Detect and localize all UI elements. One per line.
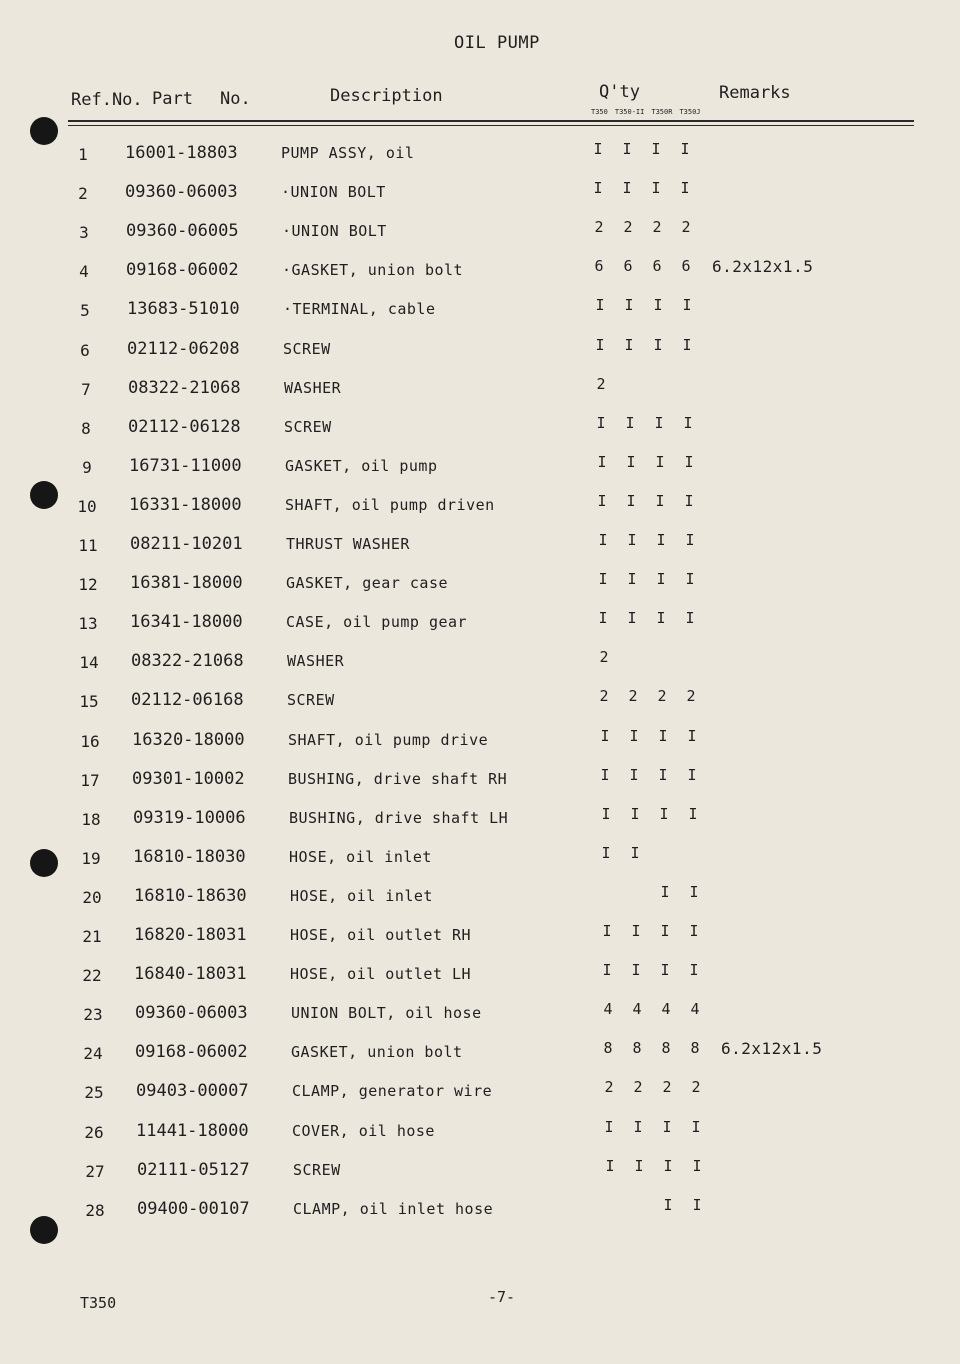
ref-number: 19 [81,849,101,868]
ref-number: 2 [78,184,88,203]
part-number: 16810-18030 [133,847,246,867]
model-columns [591,108,701,116]
quantity: I [627,570,637,588]
table-row [0,336,960,369]
quantity: I [596,414,606,432]
part-description: ·TERMINAL, cable [283,300,436,318]
quantity: I [633,1118,643,1136]
ref-number: 28 [85,1201,105,1220]
ref-number: 5 [80,301,90,320]
quantity: I [624,336,634,354]
quantity: I [598,609,608,627]
part-description: COVER, oil hose [292,1122,435,1140]
quantity: I [680,179,690,197]
quantity: I [622,179,632,197]
quantity: I [602,922,612,940]
part-description: ·UNION BOLT [282,222,387,240]
table-row [0,609,960,642]
quantity: I [651,140,661,158]
ref-number: 7 [81,380,91,399]
ref-number: 12 [78,575,98,594]
part-description: WASHER [287,652,345,670]
quantity: I [598,570,608,588]
quantity: 2 [596,375,606,393]
part-description: SCREW [293,1161,341,1179]
table-row [0,805,960,838]
part-description: GASKET, oil pump [285,457,438,475]
part-number: 02112-06128 [128,417,241,437]
ref-number: 8 [81,419,91,438]
quantity: I [656,609,666,627]
table-row [0,1039,960,1072]
table-row [0,414,960,447]
quantity: I [631,922,641,940]
part-number: 16320-18000 [132,730,245,750]
quantity: I [689,883,699,901]
table-row [0,570,960,603]
quantity: I [689,922,699,940]
part-number: 08211-10201 [130,534,243,554]
part-number: 09168-06002 [135,1042,248,1062]
ref-number: 3 [79,223,89,242]
quantity: I [654,414,664,432]
header-remarks: Remarks [719,83,791,103]
part-number: 16731-11000 [129,456,242,476]
quantity: I [658,727,668,745]
part-description: SHAFT, oil pump drive [288,731,489,749]
quantity: I [630,805,640,823]
quantity: I [660,883,670,901]
table-row [0,922,960,955]
quantity: I [598,531,608,549]
table-row [0,531,960,564]
quantity: I [660,961,670,979]
table-row [0,766,960,799]
quantity: I [688,805,698,823]
part-number: 16820-18031 [134,925,247,945]
quantity: 8 [690,1039,700,1057]
quantity: I [662,1118,672,1136]
part-number: 08322-21068 [128,378,241,398]
ref-number: 27 [85,1162,105,1181]
ref-number: 1 [78,145,88,164]
quantity: I [687,766,697,784]
quantity: 2 [662,1078,672,1096]
part-description: SHAFT, oil pump driven [285,496,495,514]
part-description: HOSE, oil inlet [290,887,433,905]
quantity: 2 [657,687,667,705]
ref-number: 14 [79,653,99,672]
table-row [0,1118,960,1151]
quantity: I [653,336,663,354]
part-number: 16840-18031 [134,964,247,984]
quantity: I [658,766,668,784]
quantity: 4 [690,1000,700,1018]
part-number: 09360-06005 [126,221,239,241]
table-row [0,727,960,760]
quantity: I [663,1157,673,1175]
part-description: CLAMP, oil inlet hose [293,1200,494,1218]
part-description: GASKET, union bolt [291,1043,463,1061]
part-description: HOSE, oil inlet [289,848,432,866]
ref-number: 10 [77,497,97,516]
part-description: HOSE, oil outlet RH [290,926,472,944]
quantity: 4 [632,1000,642,1018]
quantity: I [600,727,610,745]
ref-number: 17 [80,771,100,790]
quantity: 2 [628,687,638,705]
quantity: I [663,1196,673,1214]
footer-model: T350 [80,1294,117,1312]
quantity: I [601,844,611,862]
part-number: 09301-10002 [132,769,245,789]
ref-number: 22 [82,966,102,985]
part-number: 13683-51010 [127,299,240,319]
quantity: I [627,531,637,549]
part-description: WASHER [284,379,342,397]
part-number: 16810-18630 [134,886,247,906]
quantity: I [683,414,693,432]
part-number: 16331-18000 [129,495,242,515]
binder-hole [30,117,58,145]
quantity: I [685,609,695,627]
quantity: 4 [661,1000,671,1018]
part-description: SCREW [284,418,332,436]
quantity: 2 [599,687,609,705]
header-description: Description [330,86,443,106]
table-row [0,1157,960,1190]
part-description: BUSHING, drive shaft LH [289,809,509,827]
table-row [0,687,960,720]
quantity: I [626,492,636,510]
quantity: 8 [603,1039,613,1057]
quantity: I [597,492,607,510]
part-description: THRUST WASHER [286,535,410,553]
model-label: T350-II [614,108,645,116]
table-row [0,1196,960,1229]
ref-number: 25 [84,1083,104,1102]
quantity: 8 [661,1039,671,1057]
table-row [0,492,960,525]
table-row [0,648,960,681]
quantity: I [605,1157,615,1175]
header-rule [68,125,914,126]
part-description: PUMP ASSY, oil [281,144,415,162]
page-title: OIL PUMP [454,33,540,53]
quantity: I [692,1196,702,1214]
part-description: SCREW [283,340,331,358]
quantity: I [687,727,697,745]
quantity: I [595,296,605,314]
page-number: -7- [488,1288,516,1306]
quantity: I [682,336,692,354]
quantity: I [659,805,669,823]
quantity: I [602,961,612,979]
quantity: I [692,1157,702,1175]
table-row [0,375,960,408]
part-description: CASE, oil pump gear [286,613,468,631]
table-row [0,296,960,329]
part-description: CLAMP, generator wire [292,1082,493,1100]
quantity: 6 [594,257,604,275]
quantity: 2 [652,218,662,236]
ref-number: 21 [82,927,102,946]
quantity: 2 [681,218,691,236]
part-number: 09168-06002 [126,260,239,280]
part-number: 11441-18000 [136,1121,249,1141]
quantity: I [593,140,603,158]
ref-number: 24 [83,1044,103,1063]
quantity: 2 [691,1078,701,1096]
quantity: 2 [594,218,604,236]
quantity: I [689,961,699,979]
ref-number: 15 [79,692,99,711]
ref-number: 26 [84,1123,104,1142]
quantity: I [660,922,670,940]
part-description: HOSE, oil outlet LH [290,965,472,983]
model-label: T350 [591,108,608,116]
ref-number: 16 [80,732,100,751]
quantity: 6 [681,257,691,275]
quantity: I [656,570,666,588]
quantity: 6 [623,257,633,275]
part-description: BUSHING, drive shaft RH [288,770,508,788]
quantity: I [653,296,663,314]
part-number: 16381-18000 [130,573,243,593]
part-number: 09319-10006 [133,808,246,828]
table-row [0,1000,960,1033]
table-row [0,844,960,877]
part-number: 16341-18000 [130,612,243,632]
quantity: 4 [603,1000,613,1018]
quantity: I [656,531,666,549]
remarks: 6.2x12x1.5 [721,1039,823,1058]
quantity: I [631,961,641,979]
part-number: 02111-05127 [137,1160,250,1180]
part-description: ·UNION BOLT [281,183,386,201]
remarks: 6.2x12x1.5 [712,257,814,276]
quantity: I [600,766,610,784]
quantity: I [680,140,690,158]
quantity: I [684,453,694,471]
part-description: GASKET, gear case [286,574,449,592]
part-number: 02112-06208 [127,339,240,359]
quantity: 6 [652,257,662,275]
part-number: 09400-00107 [137,1199,250,1219]
table-row [0,257,960,290]
quantity: I [630,844,640,862]
quantity: I [629,727,639,745]
model-label: T350R [651,108,673,116]
part-number: 09403-00007 [136,1081,249,1101]
quantity: I [655,453,665,471]
quantity: I [655,492,665,510]
quantity: I [685,570,695,588]
ref-number: 6 [80,341,90,360]
table-row [0,883,960,916]
quantity: 2 [599,648,609,666]
header-part: Part [152,89,193,109]
quantity: I [624,296,634,314]
part-number: 09360-06003 [135,1003,248,1023]
quantity: I [684,492,694,510]
table-row [0,140,960,173]
quantity: I [627,609,637,627]
table-row [0,179,960,212]
ref-number: 20 [82,888,102,907]
part-description: ·GASKET, union bolt [282,261,464,279]
part-description: SCREW [287,691,335,709]
model-label: T350J [679,108,701,116]
quantity: I [651,179,661,197]
table-row [0,453,960,486]
part-number: 16001-18803 [125,143,238,163]
part-number: 02112-06168 [131,690,244,710]
ref-number: 13 [78,614,98,633]
quantity: I [597,453,607,471]
part-description: UNION BOLT, oil hose [291,1004,482,1022]
quantity: 2 [604,1078,614,1096]
quantity: I [595,336,605,354]
ref-number: 18 [81,810,101,829]
quantity: I [622,140,632,158]
ref-number: 9 [82,458,92,477]
header-rule [68,120,914,122]
quantity: I [625,414,635,432]
header-no: No. [220,89,251,109]
quantity: I [691,1118,701,1136]
header-qty: Q'ty [599,82,640,102]
quantity: I [626,453,636,471]
quantity: I [634,1157,644,1175]
table-row [0,1078,960,1111]
quantity: 2 [686,687,696,705]
header-ref-no: Ref.No. [71,90,143,110]
quantity: I [685,531,695,549]
ref-number: 23 [83,1005,103,1024]
quantity: I [593,179,603,197]
quantity: I [601,805,611,823]
quantity: I [629,766,639,784]
ref-number: 11 [78,536,98,555]
quantity: 2 [633,1078,643,1096]
quantity: I [604,1118,614,1136]
ref-number: 4 [79,262,89,281]
quantity: I [682,296,692,314]
quantity: 8 [632,1039,642,1057]
part-number: 09360-06003 [125,182,238,202]
table-row [0,961,960,994]
table-row [0,218,960,251]
part-number: 08322-21068 [131,651,244,671]
quantity: 2 [623,218,633,236]
